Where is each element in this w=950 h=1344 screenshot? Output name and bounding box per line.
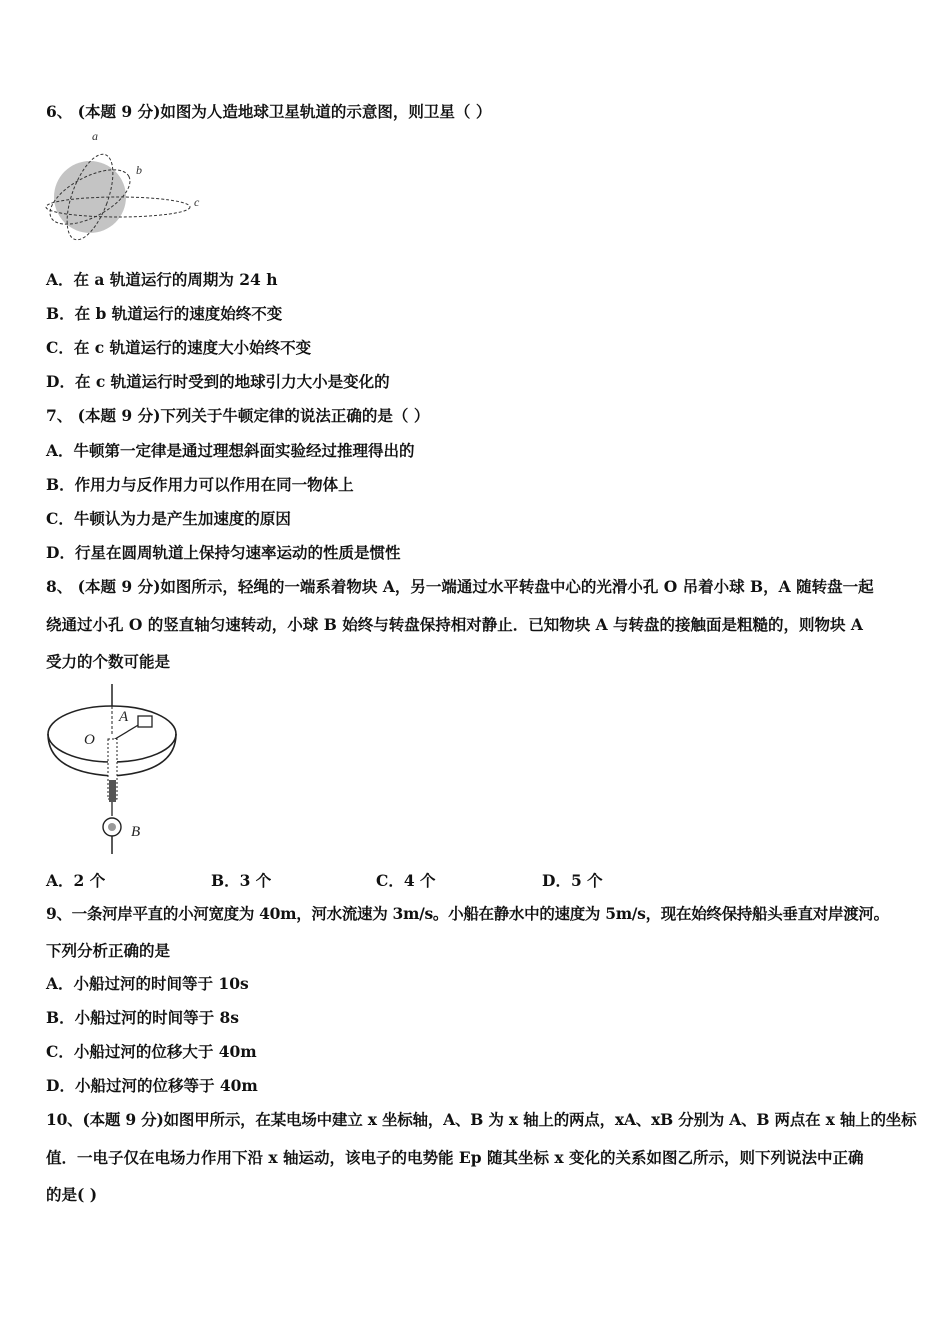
ball-b-shade — [108, 823, 116, 831]
q6-option-c: C．在 c 轨道运行的速度大小始终不变 — [46, 338, 312, 357]
q7-option-a: A．牛顿第一定律是通过理想斜面实验经过推理得出的 — [46, 441, 415, 460]
satellite-orbit-figure — [40, 124, 215, 246]
q8-option-d: D．5 个 — [542, 871, 603, 890]
q6-option-a: A．在 a 轨道运行的周期为 24 h — [46, 270, 278, 289]
block-a — [138, 716, 152, 727]
q8-options-row — [0, 869, 950, 891]
q8-stem-line-2: 绕通过小孔 O 的竖直轴匀速转动，小球 B 始终与转盘保持相对静止．已知物块 A 与转盘的接触面是粗糙的，则物块 A — [46, 615, 863, 634]
q7-stem: 7、 (本题 9 分)下列关于牛顿定律的说法正确的是（ ） — [46, 406, 430, 425]
q7-option-d: D．行星在圆周轨道上保持匀速率运动的性质是惯性 — [46, 543, 401, 562]
label-c: c — [194, 195, 200, 209]
q8-option-b: B．3 个 — [211, 871, 272, 890]
q9-option-a: A．小船过河的时间等于 10s — [46, 974, 249, 993]
earth-sphere — [54, 161, 126, 233]
label-a: a — [92, 129, 98, 143]
q9-option-d: D．小船过河的位移等于 40m — [46, 1076, 258, 1095]
q8-stem-line-1: 8、 (本题 9 分)如图所示，轻绳的一端系着物块 A，另一端通过水平转盘中心的光滑小孔 O 吊着小球 B，A 随转盘一起 — [46, 577, 874, 596]
label-b: b — [136, 163, 142, 177]
label-o: O — [84, 732, 95, 748]
q8-option-c: C．4 个 — [376, 871, 436, 890]
q6-stem: 6、 (本题 9 分)如图为人造地球卫星轨道的示意图，则卫星（ ） — [46, 102, 492, 121]
q9-option-b: B．小船过河的时间等于 8s — [46, 1008, 240, 1027]
label-a: A — [119, 709, 129, 725]
q9-stem-line-1: 9、一条河岸平直的小河宽度为 40m，河水流速为 3m/s。小船在静水中的速度为 5m/s，现在始终保持船头垂直对岸渡河。 — [46, 904, 889, 923]
q6-option-b: B．在 b 轨道运行的速度始终不变 — [46, 304, 283, 323]
q6-option-d: D．在 c 轨道运行时受到的地球引力大小是变化的 — [46, 372, 390, 391]
q10-stem-line-2: 值．一电子仅在电场力作用下沿 x 轴运动，该电子的电势能 Ep 随其坐标 x 变化的关系如图乙所示，则下列说法中正确 — [46, 1148, 864, 1167]
q8-option-a: A．2 个 — [46, 871, 106, 890]
q7-option-c: C．牛顿认为力是产生加速度的原因 — [46, 509, 291, 528]
q9-option-c: C．小船过河的位移大于 40m — [46, 1042, 257, 1061]
q10-stem-line-3: 的是( ) — [46, 1185, 98, 1204]
label-b: B — [131, 824, 141, 840]
q9-stem-line-2: 下列分析正确的是 — [46, 941, 171, 960]
q8-stem-line-3: 受力的个数可能是 — [46, 652, 171, 671]
q7-option-b: B．作用力与反作用力可以作用在同一物体上 — [46, 475, 354, 494]
q10-stem-line-1: 10、(本题 9 分)如图甲所示，在某电场中建立 x 坐标轴，A、B 为 x 轴上的两点，xA、xB 分别为 A、B 两点在 x 轴上的坐标 — [46, 1110, 917, 1129]
turntable-figure — [46, 684, 186, 856]
rope-segment — [109, 780, 116, 802]
